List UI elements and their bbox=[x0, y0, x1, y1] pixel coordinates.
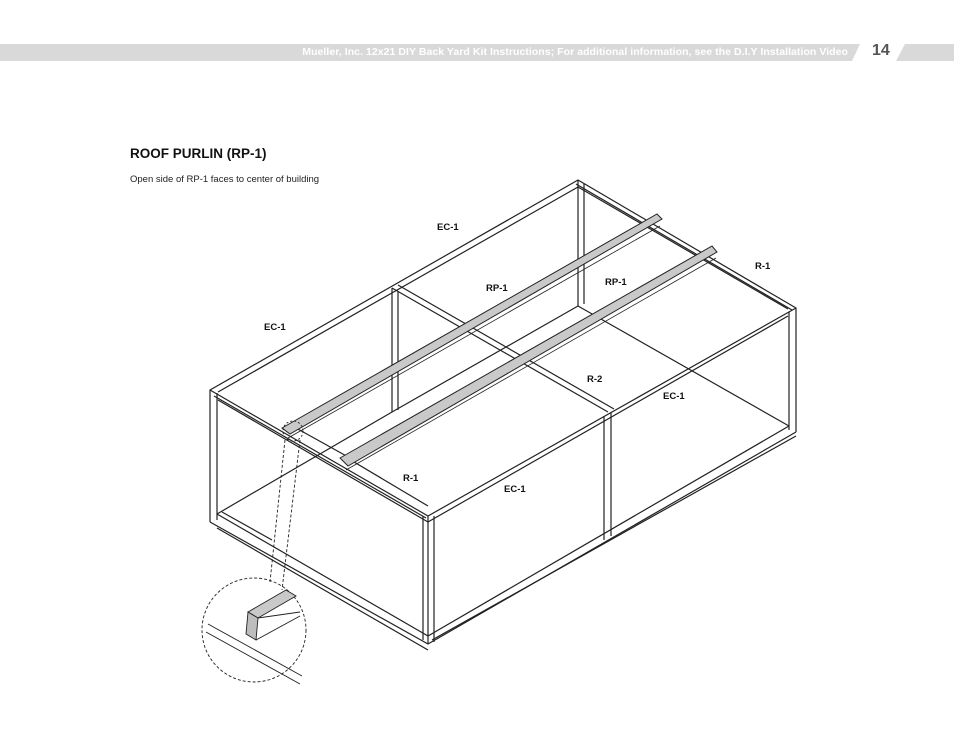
purlin-right bbox=[340, 246, 717, 466]
label-ec1-right: EC-1 bbox=[663, 391, 685, 402]
section-title: ROOF PURLIN (RP-1) bbox=[130, 146, 267, 161]
label-r2: R-2 bbox=[587, 374, 603, 385]
label-ec1-front: EC-1 bbox=[504, 484, 526, 495]
label-ec1-top: EC-1 bbox=[437, 222, 459, 233]
label-r1-front: R-1 bbox=[403, 473, 419, 484]
purlins bbox=[282, 214, 717, 470]
label-rp1-left: RP-1 bbox=[486, 283, 508, 294]
section-note: Open side of RP-1 faces to center of building bbox=[130, 174, 320, 185]
header-title: Mueller, Inc. 12x21 DIY Back Yard Kit Instructions; For additional information, see the D.I.Y Installation Video bbox=[302, 46, 848, 58]
page-number: 14 bbox=[872, 42, 890, 59]
label-r1-right: R-1 bbox=[755, 261, 771, 272]
detail-callout bbox=[202, 421, 306, 684]
label-rp1-right: RP-1 bbox=[605, 277, 627, 288]
label-ec1-left: EC-1 bbox=[264, 322, 286, 333]
